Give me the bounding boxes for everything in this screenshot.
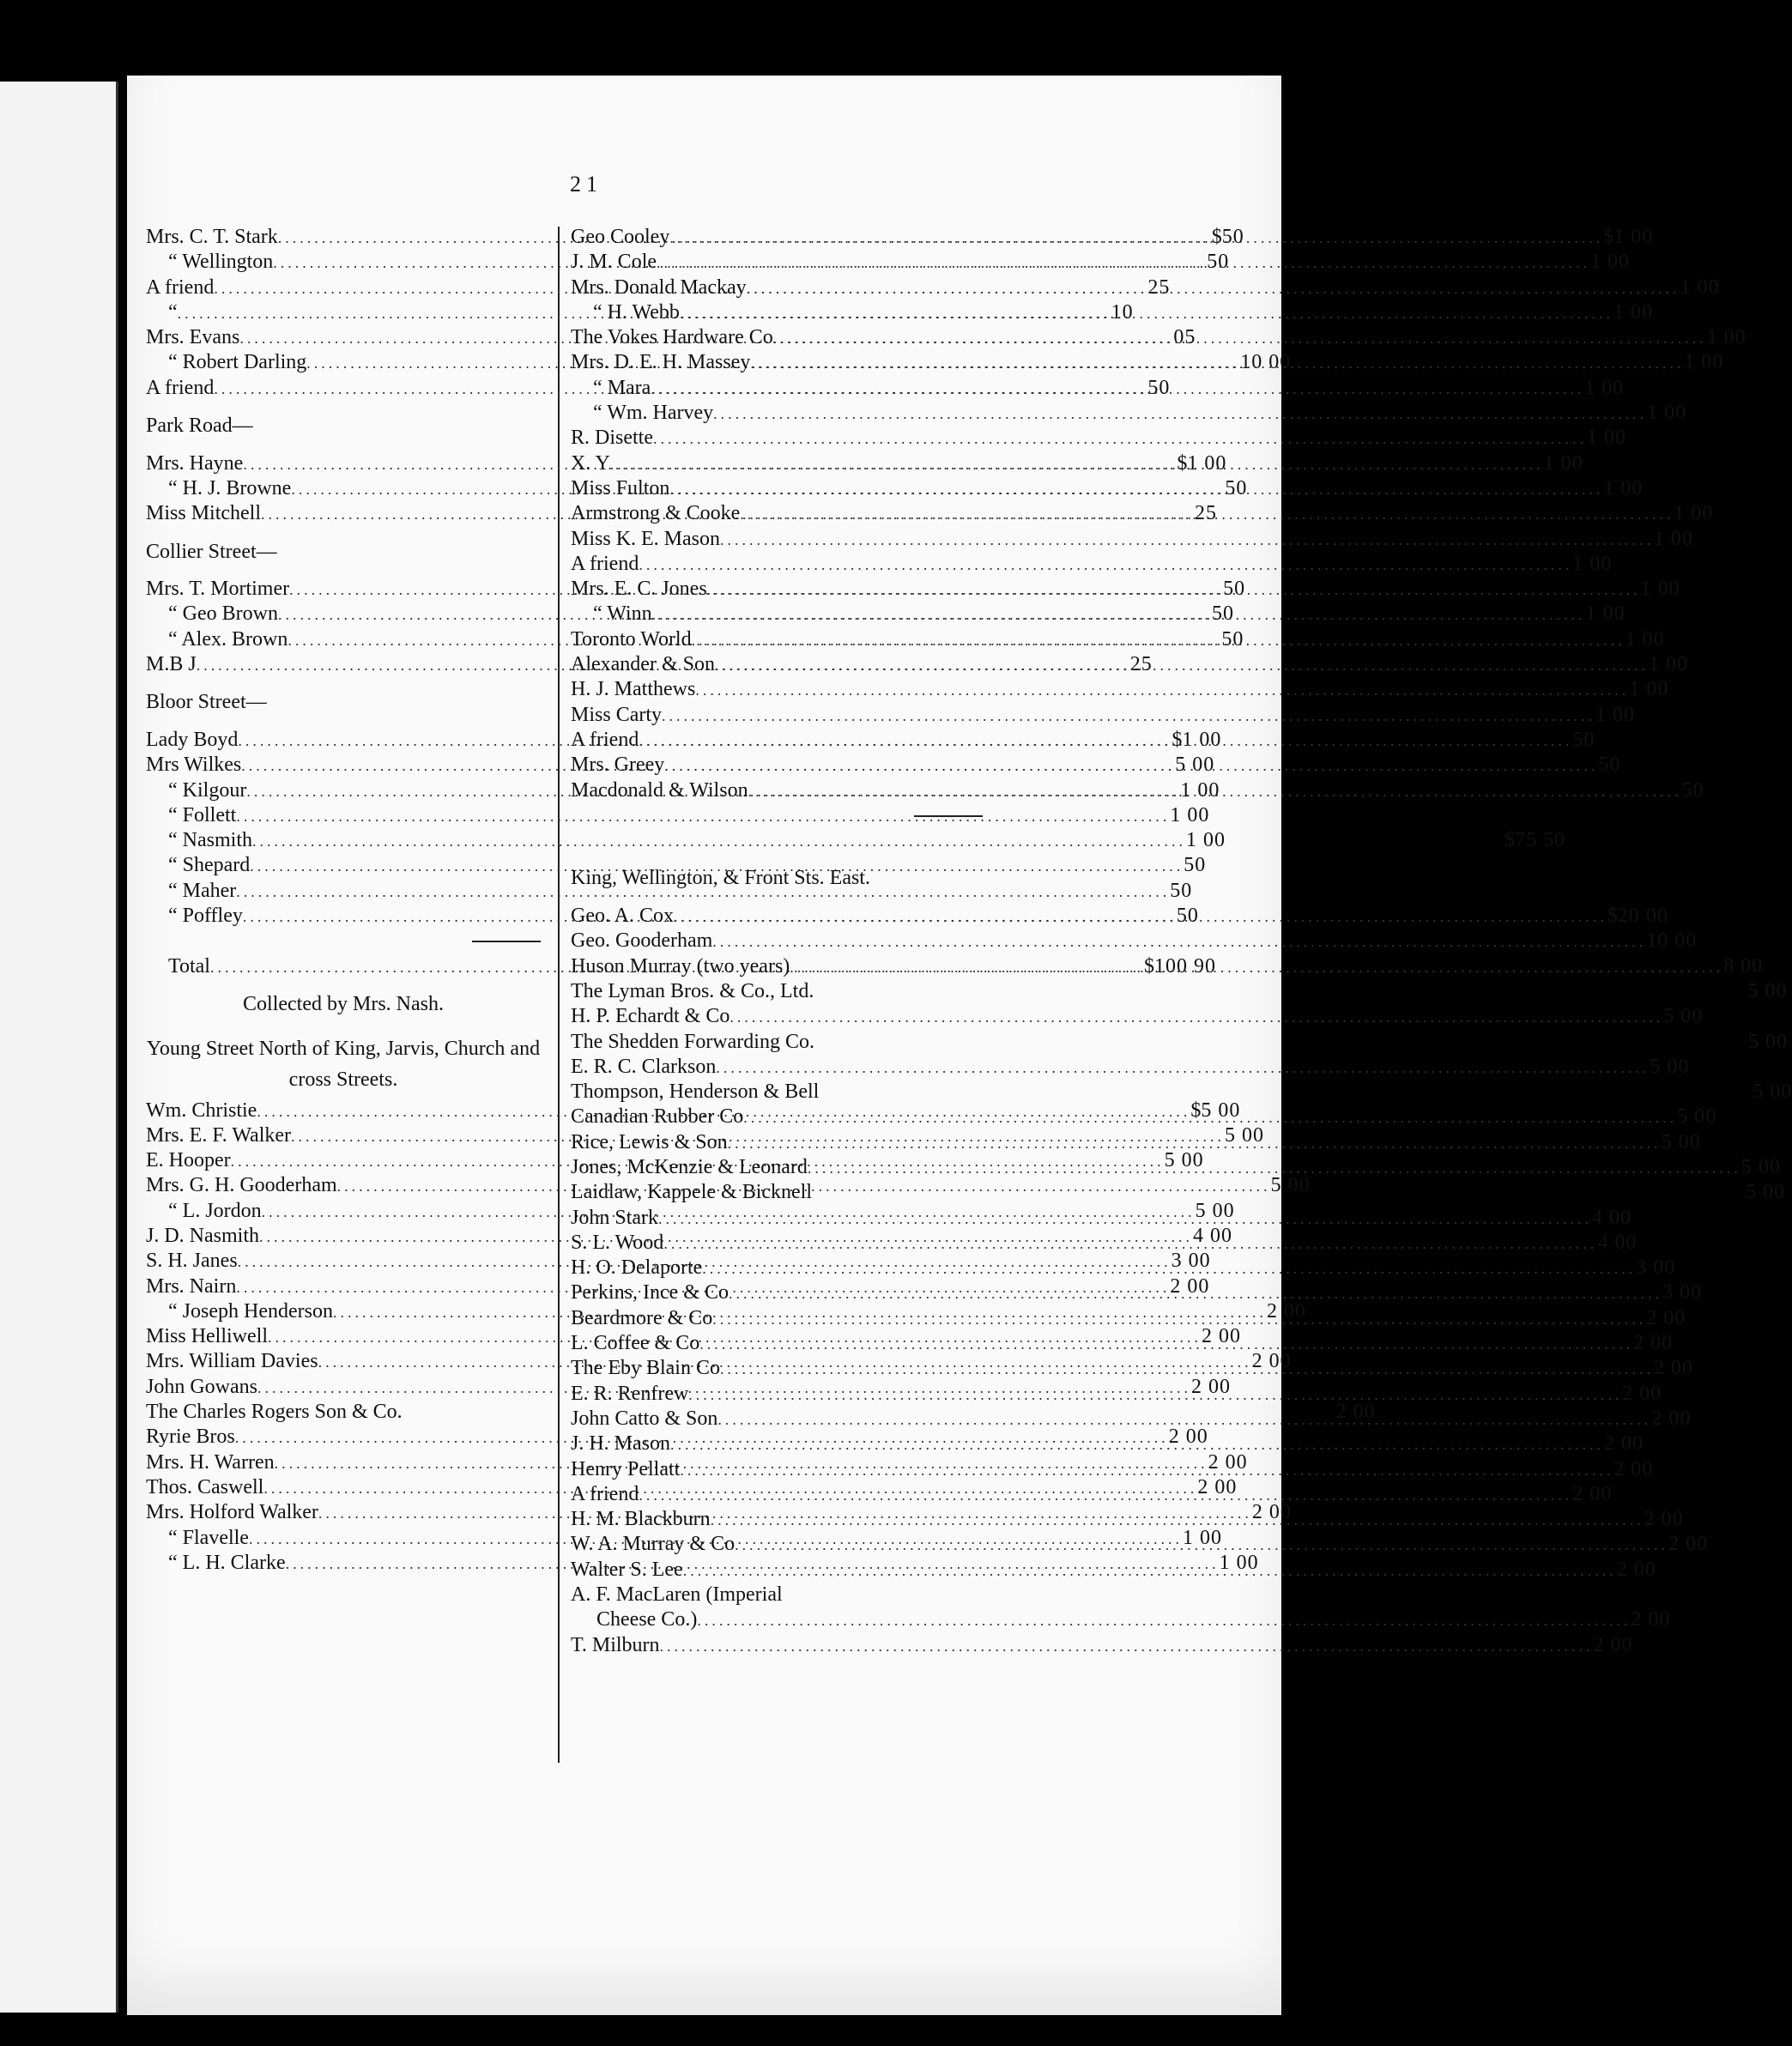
contribution-row <box>571 552 1613 577</box>
amount: 5 00 <box>1753 1081 1792 1104</box>
dot-leader <box>699 1332 1633 1357</box>
amount: 4 00 <box>1597 1231 1638 1254</box>
dollar-sign: $ <box>1177 451 1188 475</box>
contributor-name: T. Milburn <box>571 1633 660 1656</box>
amount: 1 00 <box>1684 351 1724 374</box>
contributor-name: Mrs. H. Warren <box>146 1450 275 1474</box>
contributor-name: Total <box>168 954 210 978</box>
contributor-name: “ Shepard <box>168 854 251 877</box>
contributor-name: The Shedden Forwarding Co. <box>571 1030 814 1053</box>
dot-leader <box>692 628 1626 653</box>
total-rule-row <box>146 929 541 953</box>
contribution-row <box>146 853 1207 878</box>
amount: 50 <box>1223 578 1246 601</box>
amount: 2 00 <box>1633 1332 1674 1355</box>
contributor-name: “ Alex. Brown <box>168 627 288 651</box>
contributor-name: Geo Cooley <box>571 226 670 248</box>
amount: 1 00 <box>1647 402 1687 425</box>
contributor-name: Rice, Lewis & Son <box>571 1130 728 1153</box>
contributor-name: “ Robert Darling <box>168 351 307 374</box>
dot-leader <box>688 1383 1622 1407</box>
dot-leader <box>702 1256 1636 1281</box>
dollar-sign: $ <box>1171 728 1183 751</box>
amount: 1 00 <box>1603 476 1644 499</box>
contributor-name: X. Y <box>571 451 610 475</box>
amount: 5 00 <box>1746 1181 1786 1204</box>
contributor-name: John Stark <box>571 1206 658 1229</box>
amount: 2 00 <box>1335 1401 1376 1424</box>
dot-leader <box>680 1458 1613 1483</box>
contributor-name: Wm. Christie <box>146 1099 257 1122</box>
amount: 50 <box>1147 376 1171 399</box>
contribution-row <box>571 1583 983 1607</box>
amount: 3 00 <box>1662 1281 1702 1304</box>
contributor-name: Miss Helliwell <box>146 1325 268 1348</box>
dot-leader <box>729 1281 1662 1306</box>
amount: 1 00 <box>1182 1526 1222 1549</box>
contributor-name: H. O. Delaporte <box>571 1256 703 1280</box>
contributor-name: “ <box>168 300 178 324</box>
contribution-row <box>571 1105 1717 1129</box>
amount: 1 00 <box>1182 728 1222 751</box>
amount: 50 <box>1572 728 1595 751</box>
dot-leader <box>662 704 1595 729</box>
contributor-name: “ L. Jordon <box>168 1199 262 1222</box>
amount: 2 00 <box>1644 1508 1684 1531</box>
contributor-name: Miss Carty <box>571 703 663 726</box>
dot-leader <box>790 955 1723 980</box>
dot-leader <box>711 1508 1644 1533</box>
contributor-name: Perkins, Ince & Co <box>571 1281 729 1304</box>
amount: 50 <box>1681 778 1704 802</box>
contributor-name: R. Disette <box>571 427 653 450</box>
contributor-name: E. Hooper <box>146 1149 231 1172</box>
contributor-name: Laidlaw, Kappele & Bicknell <box>571 1181 813 1204</box>
contributor-name: H. P. Echardt & Co <box>571 1005 730 1028</box>
amount: 1 00 <box>1219 1551 1259 1574</box>
amount: 75 50 <box>1515 829 1565 852</box>
dot-leader <box>728 1131 1662 1156</box>
contribution-row <box>571 1231 1638 1256</box>
contributor-name: Cheese Co.) <box>596 1608 698 1631</box>
amount: 4 00 <box>1592 1206 1632 1229</box>
amount: 50 <box>1221 226 1244 248</box>
amount: 5 00 <box>1270 1174 1311 1197</box>
dollar-sign: $ <box>1603 226 1614 248</box>
amount: 100 90 <box>1153 954 1216 978</box>
dot-leader <box>743 1105 1677 1130</box>
contributor-name: “ Maher <box>168 879 237 902</box>
contribution-row <box>571 1306 1686 1331</box>
amount: 5 00 <box>1741 1155 1781 1178</box>
dot-leader <box>713 402 1647 427</box>
amount: 2 00 <box>1168 1426 1208 1449</box>
amount: 2 00 <box>1197 1475 1238 1498</box>
amount: 20 00 <box>1618 905 1668 928</box>
contributor-name: Miss K. E. Mason <box>571 527 721 550</box>
contributor-name: Mrs Wilkes <box>146 754 242 777</box>
contributor-name: A friend <box>146 376 215 399</box>
amount: 2 00 <box>1616 1558 1656 1581</box>
dot-leader <box>712 929 1646 954</box>
amount: 50 <box>1170 879 1193 902</box>
contributor-name: H. M. Blackburn <box>571 1508 711 1531</box>
contribution-row <box>571 426 1626 451</box>
amount: 2 00 <box>1604 1432 1644 1456</box>
amount: 2 00 <box>1631 1608 1671 1631</box>
amount: 1 00 <box>1180 778 1220 802</box>
amount: 1 00 <box>1595 703 1636 726</box>
contributor-name: Mrs. Greey <box>571 754 665 777</box>
contributor-name: Mrs. T. Mortimer <box>146 578 290 601</box>
dot-leader <box>639 1483 1572 1508</box>
amount: 50 <box>1184 854 1207 877</box>
section-heading: Young Street North of King, Jarvis, Church and cross Streets. <box>146 1037 541 1091</box>
amount: 5 00 <box>1747 979 1788 1002</box>
contributor-name: Toronto World <box>571 627 692 651</box>
amount: 25 <box>1129 653 1153 676</box>
page-number: 21 <box>570 172 602 197</box>
dot-leader <box>750 351 1684 376</box>
contribution-row <box>571 1331 1674 1356</box>
dot-leader <box>657 251 1590 275</box>
dot-leader <box>740 502 1674 527</box>
dot-leader <box>747 276 1680 301</box>
dot-leader <box>639 729 1572 754</box>
contribution-row <box>571 703 1636 728</box>
dot-leader <box>674 905 1607 929</box>
contribution-row <box>146 879 1193 904</box>
contribution-row <box>571 677 1669 702</box>
amount: 4 00 <box>1193 1224 1232 1247</box>
contributor-name: “ H. J. Browne <box>168 476 292 499</box>
dot-leader <box>720 528 1654 553</box>
dot-leader <box>680 301 1613 326</box>
amount: 1 00 <box>1613 300 1653 324</box>
dollar-sign: $ <box>1504 829 1515 852</box>
amount: 10 00 <box>1240 351 1292 374</box>
contributor-name: Mrs. D. E. H. Massey <box>571 351 751 374</box>
dot-leader <box>720 1357 1654 1382</box>
amount: 1 00 <box>1680 275 1720 299</box>
dot-leader <box>697 1608 1631 1633</box>
contribution-row <box>571 1256 1676 1280</box>
contribution-row <box>571 1407 1692 1432</box>
amount: 3 00 <box>1171 1250 1211 1273</box>
amount: 50 <box>1221 627 1244 651</box>
amount: 50 <box>1211 602 1234 626</box>
contributor-name: Walter S. Lee <box>571 1558 683 1581</box>
contributor-name: J. D. Nasmith <box>146 1224 259 1247</box>
dot-leader <box>660 1634 1594 1659</box>
contributor-name: S. H. Janes <box>146 1250 238 1273</box>
previous-page-edge <box>0 82 118 2013</box>
amount: 5 00 <box>1175 754 1215 777</box>
amount: 2 00 <box>1170 1274 1210 1298</box>
contributor-name: A. F. MacLaren (Imperial <box>571 1583 783 1607</box>
contribution-row <box>571 401 1687 426</box>
contributor-name: “ Wellington <box>168 251 274 274</box>
dot-leader <box>712 1307 1646 1332</box>
contribution-row <box>571 1055 1690 1080</box>
dot-leader <box>670 1432 1604 1457</box>
contribution-row <box>571 979 1788 1004</box>
contributor-name: S. L. Wood <box>571 1231 664 1254</box>
amount: 1 00 <box>1648 653 1688 676</box>
contributor-name: A friend <box>571 728 639 751</box>
dollar-sign: $ <box>1143 954 1154 978</box>
contribution-row <box>571 1482 1613 1507</box>
contribution-row <box>571 300 1653 325</box>
contribution-row <box>571 1030 1788 1055</box>
dot-leader <box>748 779 1682 804</box>
contributor-name: J. M. Cole <box>571 251 657 274</box>
amount: 2 00 <box>1251 1350 1292 1373</box>
contributor-name: A friend <box>571 552 639 575</box>
amount: 2 00 <box>1202 1325 1241 1348</box>
contributor-name: M.B J <box>146 653 197 676</box>
contributor-name: Miss Mitchell <box>146 502 262 525</box>
contribution-row <box>146 828 1226 853</box>
dot-leader <box>663 1232 1597 1256</box>
dot-leader <box>651 377 1584 402</box>
amount: 1 00 <box>1613 226 1654 248</box>
dot-leader <box>652 602 1586 627</box>
amount: 5 00 <box>1164 1149 1204 1172</box>
amount: 1 00 <box>1587 427 1626 450</box>
amount: 1 00 <box>1170 803 1210 826</box>
amount: 1 00 <box>1187 451 1227 475</box>
contributor-name: Thompson, Henderson & Bell <box>571 1081 820 1104</box>
amount: 5 00 <box>1677 1105 1717 1129</box>
total-rule <box>472 941 541 942</box>
contributor-name: “ Geo Brown <box>168 602 278 626</box>
contribution-row <box>571 451 1583 476</box>
contributor-name: Huson Murray (two years) <box>571 954 790 978</box>
dollar-sign: $ <box>1211 226 1222 248</box>
contributor-name: Geo. Gooderham <box>571 929 713 953</box>
dot-leader <box>715 653 1649 678</box>
dot-leader <box>658 1207 1592 1232</box>
section-heading: Collected by Mrs. Nash. <box>243 992 444 1015</box>
amount: 2 00 <box>1653 1357 1693 1380</box>
amount: 1 00 <box>1706 326 1747 349</box>
amount: 2 00 <box>1251 1501 1292 1524</box>
amount: 50 <box>1207 251 1230 274</box>
contribution-row <box>571 929 1698 953</box>
amount: 50 <box>1225 476 1248 499</box>
contributor-name: Macdonald & Wilson <box>571 778 748 802</box>
amount: 5 00 <box>1663 1005 1704 1028</box>
contributor-name: Mrs. Nairn <box>146 1274 237 1298</box>
amount: 10 00 <box>1646 929 1698 953</box>
amount: 25 <box>1147 275 1171 299</box>
amount: 2 00 <box>1622 1382 1662 1405</box>
amount: 2 00 <box>1646 1306 1686 1329</box>
dot-leader <box>664 754 1598 778</box>
amount: 5 00 <box>1201 1099 1241 1122</box>
dot-leader <box>730 1005 1663 1030</box>
amount: 5 00 <box>1661 1130 1701 1153</box>
contributor-name: “ Winn <box>593 602 652 626</box>
amount: 8 00 <box>1723 954 1764 978</box>
total-rule <box>914 815 983 817</box>
amount: 5 00 <box>1650 1055 1690 1078</box>
amount: 1 00 <box>1584 376 1625 399</box>
contributor-name: “ L. H. Clarke <box>168 1551 286 1574</box>
contributor-name: Miss Fulton <box>571 476 670 499</box>
contributor-name: Mrs. Donald Mackay <box>571 275 747 299</box>
contribution-row <box>571 1507 1684 1532</box>
dot-leader <box>669 477 1603 502</box>
amount: 1 00 <box>1640 578 1680 601</box>
contribution-row <box>571 1130 1701 1155</box>
contributor-name: Henry Pellatt <box>571 1457 681 1480</box>
section-heading: King, Wellington, & Front Sts. East. <box>571 867 870 890</box>
contributor-name: “ Nasmith <box>168 829 252 852</box>
amount: 3 00 <box>1636 1256 1676 1280</box>
total-rule-row <box>571 803 983 828</box>
contributor-name: Mrs. Hayne <box>146 451 244 475</box>
contributor-name: Lady Boyd <box>146 728 239 751</box>
contributor-name: L. Coffee & Co <box>571 1332 700 1355</box>
contribution-row <box>571 1633 1633 1658</box>
dot-leader <box>610 452 1544 477</box>
contributor-name: H. J. Matthews <box>571 678 696 701</box>
dot-leader <box>773 326 1707 351</box>
contributor-name: A friend <box>146 275 215 299</box>
contributor-name: Mrs. G. H. Gooderham <box>146 1174 337 1197</box>
amount: 1 00 <box>1543 451 1583 475</box>
contributor-name: Mrs. E. C. Jones <box>571 578 707 601</box>
contributor-name: “ Mara <box>593 376 651 399</box>
contribution-row <box>571 1080 1792 1105</box>
amount: 2 00 <box>1572 1482 1613 1505</box>
amount: 2 00 <box>1208 1450 1248 1474</box>
contributor-name: Canadian Rubber Co <box>571 1105 744 1129</box>
contribution-row <box>146 803 1210 828</box>
contributor-name: The Charles Rogers Son & Co. <box>146 1401 403 1424</box>
contribution-row <box>571 1382 1662 1407</box>
contributor-name: J. H. Mason <box>571 1432 671 1456</box>
amount: 25 <box>1195 502 1218 525</box>
contributor-name: Mrs. C. T. Stark <box>146 226 278 248</box>
dot-leader <box>695 678 1629 703</box>
section-heading: Park Road— <box>146 415 253 438</box>
amount: 50 <box>1598 754 1621 777</box>
contributor-name: “ H. Webb <box>593 300 680 324</box>
amount: 5 00 <box>1225 1123 1265 1147</box>
contribution-row <box>571 1607 1671 1632</box>
dot-leader <box>653 427 1587 451</box>
contributor-name: Mrs. William Davies <box>146 1350 318 1373</box>
amount: 2 00 <box>1651 1407 1692 1430</box>
amount: 1 00 <box>1590 251 1631 274</box>
contributor-name: “ Flavelle <box>168 1526 249 1549</box>
contribution-row <box>571 527 1694 552</box>
amount: 2 00 <box>1191 1375 1231 1398</box>
dot-leader <box>735 1533 1668 1558</box>
contributor-name: Mrs. Evans <box>146 326 240 349</box>
contributor-name: A friend <box>571 1482 639 1505</box>
dot-leader <box>683 1559 1617 1583</box>
amount: 1 00 <box>1629 678 1669 701</box>
contribution-row <box>571 1432 1644 1456</box>
dot-leader <box>707 578 1641 602</box>
contributor-name: E. R. C. Clarkson <box>571 1055 717 1078</box>
contributor-name: John Catto & Son <box>571 1407 718 1430</box>
contribution-row <box>571 1155 1781 1180</box>
amount: 1 00 <box>1185 829 1226 852</box>
amount: 1 00 <box>1572 552 1613 575</box>
amount: 05 <box>1173 326 1196 349</box>
amount: 1 00 <box>1674 502 1714 525</box>
dollar-sign: $ <box>1607 905 1618 928</box>
section-heading: Collier Street— <box>146 540 277 563</box>
dollar-sign: $ <box>1190 1099 1202 1122</box>
amount: 50 <box>1176 905 1199 928</box>
contribution-row <box>571 1356 1693 1381</box>
dot-leader <box>639 553 1572 578</box>
contributor-name: The Vokes Hardware Co <box>571 326 773 349</box>
amount: 2 00 <box>1668 1533 1709 1556</box>
contributor-name: Armstrong & Cooke <box>571 502 741 525</box>
contribution-row <box>571 1004 1704 1029</box>
amount: 1 00 <box>1625 627 1665 651</box>
dot-leader <box>717 1407 1651 1432</box>
contributor-name: Beardmore & Co <box>571 1306 713 1329</box>
amount: 2 00 <box>1266 1299 1306 1323</box>
contributor-name: Mrs. Holford Walker <box>146 1501 318 1524</box>
amount: 10 <box>1111 300 1134 324</box>
contributor-name: “ Joseph Henderson <box>168 1299 333 1323</box>
contributor-name: John Gowans <box>146 1375 257 1398</box>
contributor-name: E. R. Renfrew <box>571 1382 689 1405</box>
contributor-name: “ Poffley <box>168 905 243 928</box>
contributor-name: The Lyman Bros. & Co., Ltd. <box>571 979 814 1002</box>
contributor-name: “ Kilgour <box>168 778 247 802</box>
contributor-name: Alexander & Son <box>571 653 715 676</box>
dot-leader <box>716 1056 1650 1081</box>
contributor-name: Mrs. E. F. Walker <box>146 1123 292 1147</box>
amount: 1 00 <box>1585 602 1626 626</box>
contributor-name: The Eby Blain Co <box>571 1357 720 1380</box>
contribution-row <box>571 1180 1786 1205</box>
amount: 2 00 <box>1613 1457 1654 1480</box>
contributor-name: “ Wm. Harvey <box>593 402 714 425</box>
contributor-name: W. A. Murray & Co <box>571 1533 736 1556</box>
section-heading: Bloor Street— <box>146 691 267 714</box>
contributor-name: Geo. A. Cox <box>571 905 674 928</box>
amount: 5 00 <box>1747 1030 1788 1053</box>
dot-leader <box>808 1156 1741 1181</box>
amount: 1 00 <box>1654 527 1694 550</box>
contributor-name: Thos. Caswell <box>146 1475 264 1498</box>
amount: 5 00 <box>1195 1199 1235 1222</box>
dot-leader <box>669 226 1603 251</box>
amount: 2 00 <box>1593 1633 1633 1656</box>
contributor-name: “ Follett <box>168 803 237 826</box>
contribution-row <box>571 1457 1654 1482</box>
contributor-name: Jones, McKenzie & Leonard <box>571 1155 808 1178</box>
contributor-name: Ryrie Bros <box>146 1426 235 1449</box>
